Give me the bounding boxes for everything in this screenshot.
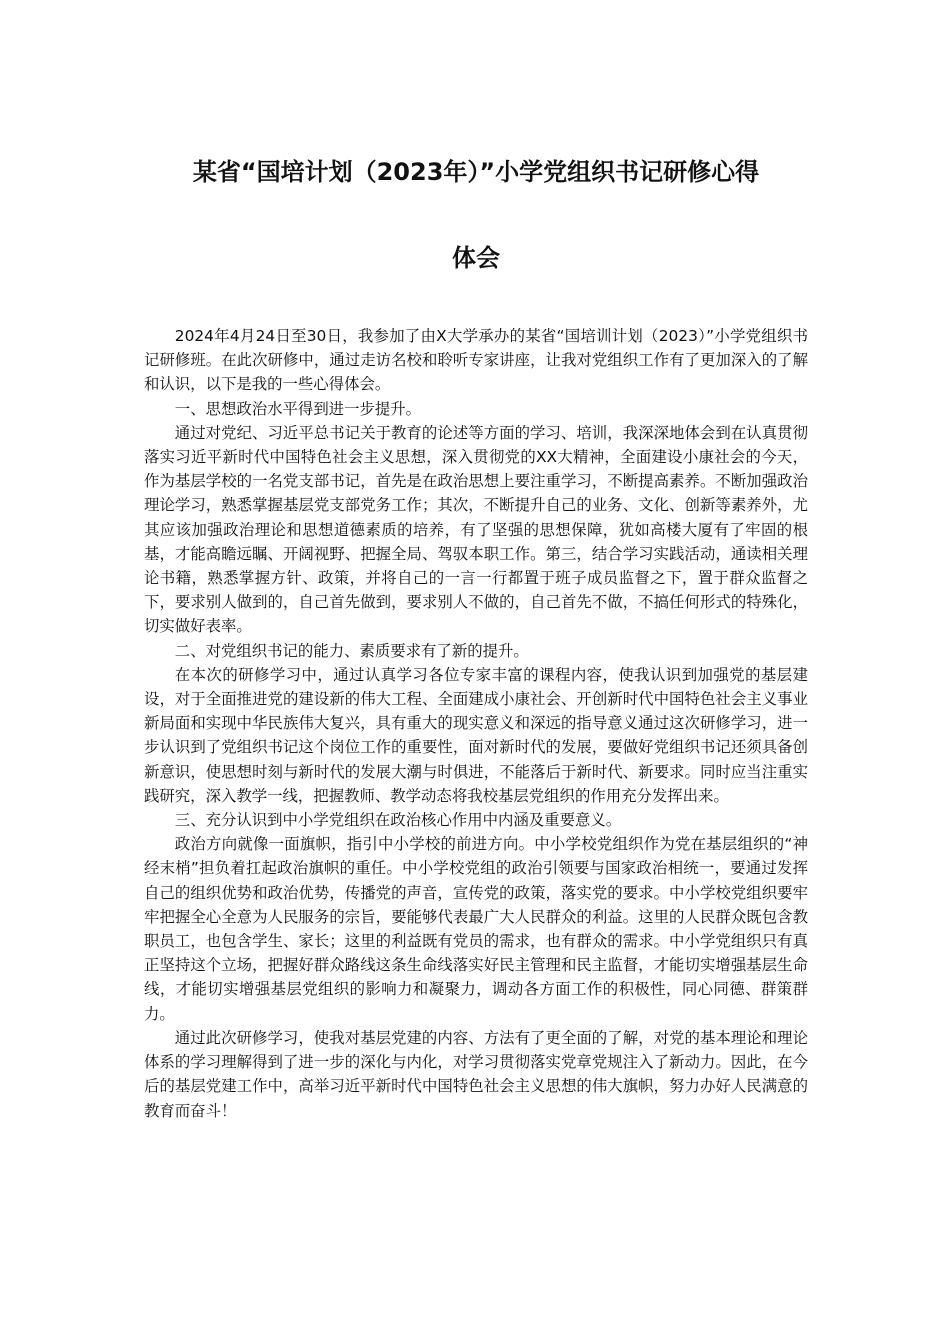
document-title-line-2: 体会	[452, 244, 500, 272]
paragraph-section-2: 在本次的研修学习中，通过认真学习各位专家丰富的课程内容，使我认识到加强党的基层建设，对于全面推进党的建设新的伟大工程、全面建成小康社会、开创新时代中国特色社会主义事业新局面和实现中华民族伟大复兴，具有重大的现实意义和深远的指导意义通过这次研修学习，进一步认识到了党组织书记这个岗位工作的重要性，面对新时代的发展，要做好党组织书记还须具备创新意识，使思想时刻与新时代的发展大潮与时俱进，不能落后于新时代、新要求。同时应当注重实践研究，深入教学一线，把握教师、教学动态将我校基层党组织的作用充分发挥出来。	[144, 665, 808, 805]
document-title-line-1: 某省“国培计划（2023年）”小学党组织书记研修心得	[192, 158, 760, 186]
section-heading-2: 二、对党组织书记的能力、素质要求有了新的提升。	[174, 641, 529, 660]
paragraph-section-1: 通过对党纪、习近平总书记关于教育的论述等方面的学习、培训，我深深地体会到在认真贯彻落实习近平新时代中国特色社会主义思想，深入贯彻党的XX大精神，全面建设小康社会的今天，作为基层学校的一名党支部书记，首先是在政治思想上要注重学习，不断提高素养。不断加强政治理论学习，熟悉掌握基层党支部党务工作；其次，不断提升自己的业务、文化、创新等素养外，尤其应该加强政治理论和思想道德素质的培养，有了坚强的思想保障，犹如高楼大厦有了牢固的根基，才能高瞻远瞩、开阔视野、把握全局、驾驭本职工作。第三，结合学习实践活动，通读相关理论书籍，熟悉掌握方针、政策，并将自己的一言一行都置于班子成员监督之下，置于群众监督之下，要求别人做到的，自己首先做到，要求别人不做的，自己首先不做，不搞任何形式的特殊化，切实做好表率。	[144, 423, 808, 636]
section-heading-3: 三、充分认识到中小学党组织在政治核心作用中内涵及重要意义。	[174, 811, 622, 830]
section-heading-1: 一、思想政治水平得到进一步提升。	[174, 399, 422, 418]
paragraph-conclusion: 通过此次研修学习，使我对基层党建的内容、方法有了更全面的了解，对党的基本理论和理论体系的学习理解得到了进一步的深化与内化，对学习贯彻落实党章党规注入了新动力。因此，在今后的基层党建工作中，高举习近平新时代中国特色社会主义思想的伟大旗帜，努力办好人民满意的教育而奋斗！	[144, 1028, 808, 1120]
document-body	[144, 324, 808, 1123]
paragraph-section-3: 政治方向就像一面旗帜，指引中小学校的前进方向。中小学校党组织作为党在基层组织的“神经末梢”担负着扛起政治旗帜的重任。中小学校党组的政治引领要与国家政治相统一，要通过发挥自己的组织优势和政治优势，传播党的声音，宣传党的政策，落实党的要求。中小学校党组织要牢牢把握全心全意为人民服务的宗旨，要能够代表最广大人民群众的利益。这里的人民群众既包含教职员工，也包含学生、家长；这里的利益既有党员的需求，也有群众的需求。中小学党组织只有真正坚持这个立场，把握好群众路线这条生命线落实好民主管理和民主监督，才能切实增强基层生命线，才能切实增强基层党组织的影响力和凝聚力，调动各方面工作的积极性，同心同德、群策群力。	[144, 835, 808, 1023]
paragraph-intro: 2024年4月24日至30日，我参加了由X大学承办的某省“国培训计划（2023）”小学党组织书记研修班。在此次研修中，通过走访名校和聆听专家讲座，让我对党组织工作有了更加深入的了解和认识，以下是我的一些心得体会。	[144, 327, 808, 394]
